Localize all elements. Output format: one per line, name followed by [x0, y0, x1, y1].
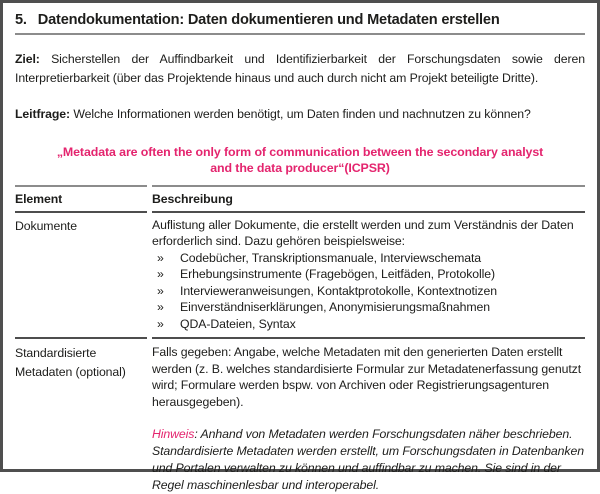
table-header-row	[15, 185, 585, 213]
description-cell	[152, 339, 585, 494]
leitfrage-paragraph	[15, 105, 585, 124]
bullet-text: Erhebungsinstrumente (Fragebögen, Leitfäden, Protokolle)	[180, 267, 495, 281]
bullet-item	[152, 250, 585, 267]
bullet-marker: »	[157, 283, 164, 298]
ziel-text: Sicherstellen der Auffindbarkeit und Identifizierbarkeit der Forschungsdaten sowie deren Interpretierbarkeit (über das Projektende hinaus und auch durch nicht am Projekt beteiligte Dritte).	[15, 52, 585, 85]
element-cell: Dokumente	[15, 213, 147, 340]
quote-block	[15, 144, 585, 176]
table-row-dokumente	[15, 213, 585, 340]
column-header-beschreibung: Beschreibung	[152, 185, 585, 213]
bullet-marker: »	[157, 267, 164, 281]
bullet-item	[152, 299, 585, 316]
quote-line-1: „Metadata are often the only form of communication between the secondary analyst	[56, 145, 544, 159]
ziel-paragraph	[15, 50, 585, 88]
bullet-marker: »	[157, 300, 164, 314]
ziel-label: Ziel:	[15, 52, 40, 66]
description-intro: Auflistung aller Dokumente, die erstellt werden und zum Verständnis der Daten erforderlich sind. Dazu gehören beispielsweise:	[152, 217, 574, 248]
element-cell: Standardisierte Metadaten (optional)	[15, 346, 126, 379]
section-number: 5.	[15, 12, 27, 28]
hinweis-text: : Anhand von Metadaten werden Forschungsdaten näher beschrieben. Standardisierte Metadaten werden erstellt, um Forschungsdaten in Datenbanken und Portalen verwalten zu können und auffindbar zu machen. Sie sind in der Regel maschinenlesbar und interoperabel.	[152, 427, 584, 492]
description-text: Falls gegeben: Angabe, welche Metadaten mit den generierten Daten erstellt werden (z. B. welches standardisierte Formular zur Metadatenerfassung genutzt wird; Formulare werden bspw. von Archiven oder Registrierungsagenturen herausgegeben).	[152, 345, 582, 409]
bullet-text: Einverständniserklärungen, Anonymisierungsmaßnahmen	[180, 300, 491, 314]
quote-line-2: and the data producer“(ICPSR)	[210, 161, 390, 175]
description-cell	[152, 213, 585, 340]
bullet-text: QDA-Dateien, Syntax	[180, 316, 296, 331]
bullet-text: Intervieweranweisungen, Kontaktprotokolle, Kontextnotizen	[180, 283, 497, 298]
bullet-marker: »	[157, 316, 164, 331]
metadata-table-container	[10, 185, 590, 494]
bullet-item	[152, 316, 585, 333]
bullet-item	[152, 283, 585, 300]
heading-underline	[15, 33, 585, 35]
page-content	[3, 3, 597, 494]
metadata-table	[10, 185, 590, 494]
bullet-marker: »	[157, 250, 164, 265]
bullet-text: Codebücher, Transkriptionsmanuale, Interviewschemata	[180, 250, 482, 265]
hinweis-label: Hinweis	[152, 427, 195, 441]
section-heading	[15, 11, 585, 29]
section-title: Datendokumentation: Daten dokumentieren und Metadaten erstellen	[37, 12, 500, 28]
leitfrage-text: Welche Informationen werden benötigt, um Daten finden und nachnutzen zu können?	[70, 107, 531, 121]
bullet-item	[152, 266, 585, 283]
bullet-list	[152, 250, 585, 333]
hinweis-paragraph	[152, 426, 585, 494]
table-row-standardisierte-metadaten	[15, 339, 585, 494]
column-header-element: Element	[15, 185, 147, 213]
leitfrage-label: Leitfrage:	[15, 107, 71, 121]
